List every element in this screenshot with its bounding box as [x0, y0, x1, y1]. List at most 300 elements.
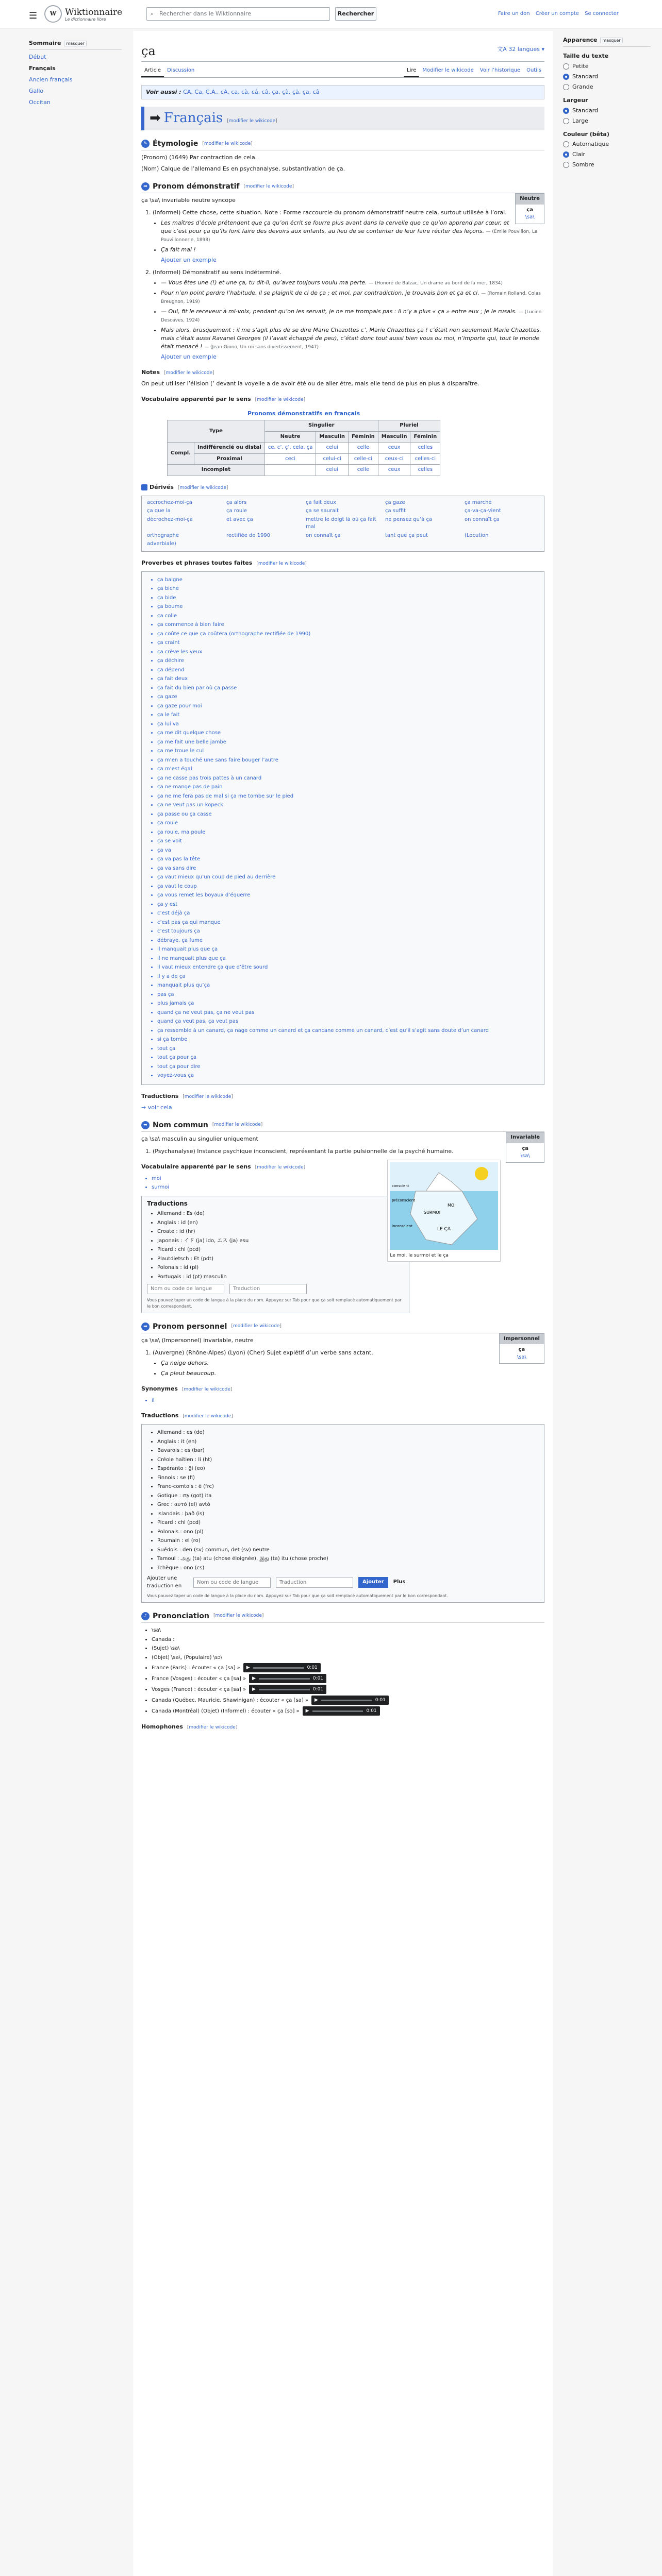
proverb-item[interactable]: • ça va sans dire	[157, 865, 539, 873]
edit-link[interactable]: modifier le wikicode	[184, 1414, 231, 1419]
proverb-item[interactable]: • ça fait du bien par où ça passe	[157, 685, 539, 692]
notes-heading: Notes [modifier le wikicode]	[141, 369, 214, 376]
add-translation-row	[147, 1284, 404, 1294]
example-item: • Ça neige dehors.	[161, 1359, 544, 1367]
personal-inflection-box	[499, 1333, 544, 1364]
proverb-item[interactable]: • ça roule, ma poule	[157, 829, 539, 837]
derive-item[interactable]: ça que la	[147, 508, 171, 514]
tab-tools[interactable]: Outils	[526, 67, 541, 73]
proverb-item[interactable]: • ça ne me fera pas de mal si ça me tombe sur le pied	[157, 793, 539, 801]
audio-progress[interactable]	[253, 1667, 304, 1669]
user-links	[498, 10, 623, 18]
proverb-item[interactable]: • ça va	[157, 847, 539, 855]
proverb-item[interactable]: • quand ça veut pas, ça veut pas	[157, 1018, 539, 1026]
text-size-standard[interactable]	[563, 73, 651, 81]
play-icon[interactable]: ▶	[252, 1675, 256, 1681]
proverb-item[interactable]: • il manquait plus que ça	[157, 946, 539, 954]
edit-link[interactable]: modifier le wikicode	[258, 561, 305, 566]
add-translation-label: Ajouter une traduction en	[147, 1575, 182, 1589]
donate-link[interactable]: Faire un don	[498, 11, 530, 16]
appearance-hide-button[interactable]: masquer	[600, 38, 622, 43]
definition-item	[153, 209, 544, 264]
audio-player[interactable]	[249, 1674, 326, 1683]
proverb-item[interactable]: • ça ressemble à un canard, ça nage comme un canard et ça cancane comme un canard, c’est qu’il s’agit sans doute d’un canard	[157, 1027, 539, 1035]
proverb-item[interactable]: • ça passe ou ça casse	[157, 811, 539, 819]
example-source: — (Émile Pouvillon, La Pouvillonnerie, 1898)	[161, 229, 538, 243]
proverb-item[interactable]: • ça dépend	[157, 667, 539, 674]
text-size-small[interactable]	[563, 62, 651, 71]
derive-item[interactable]: ça alors	[226, 499, 247, 505]
arrow-icon: ➡	[150, 110, 161, 126]
proverb-item[interactable]: • ça m’est égal	[157, 766, 539, 773]
example-source: — (Lucien Descaves, 1924)	[161, 310, 542, 324]
audio-progress[interactable]	[259, 1678, 310, 1680]
tab-article[interactable]: Article	[141, 65, 164, 78]
language-heading-french: ➡ Français [modifier le wikicode]	[141, 107, 544, 130]
create-account-link[interactable]: Créer un compte	[535, 11, 579, 16]
color-label: Couleur (bêta)	[563, 130, 609, 138]
pronunciation-item	[152, 1645, 544, 1653]
languages-button[interactable]: 文A 32 langues ▾	[497, 46, 544, 53]
edit-link[interactable]: modifier le wikicode	[228, 118, 276, 124]
proverb-item[interactable]: • ça me troue le cul	[157, 748, 539, 755]
proverb-item[interactable]: • ça vous remet les boyaux d’équerre	[157, 892, 539, 900]
pronoun-icon: ➡	[141, 1323, 150, 1331]
proverb-item[interactable]: • ça ne veut pas un kopeck	[157, 802, 539, 809]
example-item: • Ça pleut beaucoup.	[161, 1369, 544, 1378]
proverb-item[interactable]: • tout ça	[157, 1045, 539, 1053]
toc-hide-button[interactable]: masquer	[64, 41, 86, 46]
table-cell[interactable]: celui	[316, 443, 349, 454]
text-size-large[interactable]	[563, 83, 651, 91]
derives-icon	[141, 484, 147, 490]
proverb-item[interactable]: • ça commence à bien faire	[157, 621, 539, 629]
proverbs-list	[157, 577, 539, 1080]
pronunciation-item	[152, 1654, 544, 1662]
table-cell[interactable]: ce, c’, ç’, cela, ça	[264, 443, 316, 454]
translation-note: Vous pouvez taper un code de langue à la place du nom. Appuyez sur Tab pour que ça soit remplacé automatiquement par le bon correspondant.	[147, 1594, 448, 1599]
homophones-heading: Homophones [modifier le wikicode]	[141, 1723, 238, 1731]
inflection-box	[515, 193, 544, 224]
translation-input[interactable]: Traduction	[276, 1578, 353, 1588]
inflection-pronunciation[interactable]: \sa\	[517, 1354, 526, 1360]
audio-player[interactable]	[243, 1663, 321, 1672]
derive-item[interactable]: tant que ça peut	[385, 532, 428, 538]
translations-box-title: Traductions	[147, 1199, 188, 1207]
proverb-item[interactable]: • ça me dit quelque chose	[157, 730, 539, 737]
proverb-item[interactable]: • ça vaut mieux qu’un coup de pied au derrière	[157, 874, 539, 882]
proverb-item[interactable]: • tout ça pour dire	[157, 1063, 539, 1071]
page-tabs	[141, 65, 544, 78]
table-cell[interactable]: celle	[349, 443, 378, 454]
proverb-item[interactable]: • ça gaze pour moi	[157, 703, 539, 710]
table-header: Masculin	[316, 431, 349, 443]
edit-link[interactable]: modifier le wikicode	[245, 183, 292, 189]
width-large[interactable]	[563, 117, 651, 125]
audio-progress[interactable]	[312, 1710, 363, 1712]
language-code-input[interactable]: Nom ou code de langue	[193, 1578, 271, 1588]
derive-item[interactable]: ça-va-ça-vient	[465, 508, 501, 514]
proverb-item[interactable]: • il y a de ça	[157, 973, 539, 981]
translation-item: • Finnois : se (fi)	[157, 1475, 539, 1482]
noun-headword-line: ça \sa\ masculin au singulier uniquement	[141, 1136, 258, 1143]
translations-heading: Traductions [modifier le wikicode]	[141, 1092, 233, 1099]
notes-text: On peut utiliser l’élision (’ devant la voyelle a de avoir été ou de aller être, mais elle tend de plus en plus à disparaître.	[141, 380, 479, 387]
pronunciation-text: Canada (Québec, Mauricie, Shawinigan) : écouter « ça [sa] »	[152, 1698, 308, 1704]
search-input[interactable]	[146, 7, 330, 21]
proverb-item[interactable]: • manquait plus qu’ça	[157, 982, 539, 990]
section-title: Étymologie	[153, 139, 198, 148]
inflection-word: ça	[518, 1347, 525, 1353]
derives-heading: Dérivés [modifier le wikicode]	[141, 483, 544, 492]
synonyms-list	[152, 1397, 544, 1405]
see-also-label: Voir aussi :	[146, 89, 181, 96]
derive-item[interactable]: ne pensez qu’à ça	[385, 516, 433, 522]
audio-player[interactable]	[249, 1685, 326, 1694]
example-text: Ça fait mal !	[161, 246, 196, 253]
pronunciation-item	[152, 1636, 544, 1644]
table-header: Type	[168, 420, 265, 443]
play-icon[interactable]: ▶	[252, 1686, 256, 1692]
noun-icon: ➡	[141, 1121, 150, 1129]
color-dark[interactable]	[563, 161, 651, 169]
proverb-item[interactable]: • ça fait deux	[157, 675, 539, 683]
section-title: Pronom personnel	[153, 1322, 227, 1331]
radio-selected-icon	[563, 74, 569, 80]
translation-item: • Allemand : Es (de)	[157, 1210, 404, 1218]
more-options-button[interactable]: Plus	[393, 1579, 406, 1585]
example-item	[161, 279, 544, 287]
top-bar	[0, 0, 662, 29]
proverb-item[interactable]: • pas ça	[157, 991, 539, 999]
table-caption[interactable]: Pronoms démonstratifs en français	[247, 410, 360, 417]
proverb-item[interactable]: • ça se voit	[157, 838, 539, 845]
iceberg-label: MOI	[448, 1202, 456, 1208]
iceberg-caption: Le moi, le surmoi et le ça	[390, 1252, 449, 1258]
examples-list	[161, 219, 544, 254]
definition-text: (Informel) Démonstratif au sens indéterminé.	[153, 269, 282, 276]
table-row-group: Incomplet	[168, 465, 265, 476]
edit-link[interactable]: modifier le wikicode	[166, 370, 212, 376]
derive-item[interactable]: adverbiale)	[147, 541, 176, 547]
section-title: Prononciation	[153, 1612, 209, 1620]
table-row-group: Compl.	[168, 443, 194, 465]
pronunciation-text: \sa\	[152, 1628, 161, 1634]
translation-item: • Plautdietsch : Et (pdt)	[157, 1256, 404, 1263]
edit-link[interactable]: modifier le wikicode	[233, 1324, 280, 1329]
etymology-line: (Nom) Calque de l’allemand Es en psychanalyse, substantivation de ça.	[141, 165, 345, 173]
example-source: — (Romain Rolland, Colas Breugnon, 1919)	[161, 291, 541, 305]
demonstrative-table-wrap	[141, 408, 544, 476]
main-content	[133, 31, 553, 2576]
table-cell[interactable]: celles	[410, 465, 440, 476]
table-cell[interactable]: celui	[316, 465, 349, 476]
language-code-input[interactable]: Nom ou code de langue	[147, 1284, 224, 1294]
proverb-item[interactable]: • ça biche	[157, 585, 539, 593]
table-cell[interactable]: ceux	[378, 443, 410, 454]
example-text: — Vous êtes une (!) et une ça, tu dit-il, qu’avez toujours voulu ma perte.	[161, 279, 367, 286]
play-icon[interactable]: ▶	[305, 1708, 309, 1714]
add-example-link[interactable]: Ajouter un exemple	[161, 257, 217, 264]
radio-label: Clair	[572, 151, 586, 158]
pronunciation-item	[152, 1696, 544, 1705]
edit-link[interactable]: modifier le wikicode	[204, 141, 251, 146]
related-vocab-title: Vocabulaire apparenté par le sens	[141, 1163, 251, 1170]
pronunciation-item	[152, 1706, 544, 1716]
derive-item[interactable]: ça suffit	[385, 508, 406, 514]
translation-item: • Croate : id (hr)	[157, 1228, 404, 1236]
proverb-item[interactable]: • ça boume	[157, 603, 539, 611]
toc-item-gallo[interactable]: Gallo	[29, 87, 44, 94]
pronunciation-text: (Sujet) \sa\	[152, 1646, 180, 1652]
translations-list	[157, 1210, 404, 1281]
homophones-title: Homophones	[141, 1723, 183, 1731]
toc-item-occitan[interactable]: Occitan	[29, 98, 51, 106]
inflection-header: Impersonnel	[500, 1334, 544, 1345]
table-cell[interactable]: ceux-ci	[378, 453, 410, 465]
proverb-item[interactable]: • c’est pas ça qui manque	[157, 919, 539, 927]
add-translation-button[interactable]: Ajouter	[358, 1577, 388, 1588]
derive-item[interactable]: ça roule	[226, 508, 247, 514]
toc-title: Sommaire	[29, 40, 61, 46]
definition-item	[153, 268, 544, 361]
search-icon: ⌕	[151, 10, 154, 17]
proverb-item[interactable]: • ça colle	[157, 613, 539, 620]
play-icon[interactable]: ▶	[246, 1665, 250, 1670]
proverbs-box	[141, 571, 544, 1085]
iceberg-label: préconscient	[392, 1198, 416, 1202]
definition-item: 1. (Psychanalyse) Instance psychique inconscient, représentant la partie pulsionnelle de la psyché humaine.	[153, 1147, 544, 1156]
see-also-box	[141, 85, 544, 99]
speaker-icon: ♪	[141, 1612, 150, 1620]
wiktionary-logo[interactable]: W	[44, 5, 62, 23]
proverb-item[interactable]: • ça bide	[157, 595, 539, 602]
derive-item[interactable]: ça marche	[465, 499, 492, 505]
derive-item[interactable]: ça fait deux	[306, 499, 337, 505]
example-source: — (Honoré de Balzac, Un drame au bord de la mer, 1834)	[369, 281, 503, 286]
translation-item: • Tchèque : ono (cs)	[157, 1565, 539, 1572]
login-link[interactable]: Se connecter	[585, 11, 619, 16]
edit-link[interactable]: modifier le wikicode	[184, 1386, 230, 1392]
derive-item[interactable]: accrochez-moi-ça	[147, 499, 192, 505]
translation-item: • Espéranto : ĝi (eo)	[157, 1465, 539, 1473]
table-cell[interactable]: celle	[349, 465, 378, 476]
proverb-item[interactable]: • ça déchire	[157, 657, 539, 665]
proverb-item[interactable]: • ça coûte ce que ça coûtera (orthographe rectifiée de 1990)	[157, 631, 539, 638]
table-cell	[264, 465, 316, 476]
translation-item: • Portugais : id (pt) masculin	[157, 1274, 404, 1281]
width-standard[interactable]	[563, 107, 651, 115]
audio-player[interactable]	[311, 1696, 389, 1705]
see-also-links[interactable]: CA, Ca, C.A., cA, ca, cà, cá, câ, ça, çà, çã, ça, câ	[183, 89, 320, 96]
derive-item[interactable]: (Locution	[465, 532, 489, 538]
proverb-item[interactable]: • voyez-vous ça	[157, 1072, 539, 1080]
table-row-label: Indifférencié ou distal	[194, 443, 265, 454]
translation-item: • Japonais : イド (ja) ido, エス (ja) esu	[157, 1238, 404, 1245]
proverb-item[interactable]: • ça le fait	[157, 711, 539, 719]
table-of-contents	[29, 36, 122, 110]
table-header: Féminin	[349, 431, 378, 443]
table-header: Féminin	[410, 431, 440, 443]
proverb-item[interactable]: • quand ça ne veut pas, ça ne veut pas	[157, 1009, 539, 1017]
example-source: — (Jean Giono, Un roi sans divertissement, 1947)	[204, 345, 319, 350]
derive-item[interactable]: on connaît ça	[306, 532, 341, 538]
edit-link[interactable]: modifier le wikicode	[257, 1164, 304, 1170]
tab-read[interactable]: Lire	[404, 65, 419, 78]
pronunciation-text: (Objet) \sa\, (Populaire) \sɔ\	[152, 1654, 223, 1660]
proverb-item[interactable]: • ça craint	[157, 639, 539, 647]
translation-item: • Anglais : id (en)	[157, 1219, 404, 1227]
translation-item: • Allemand : es (de)	[157, 1429, 539, 1437]
appearance-header	[563, 36, 651, 47]
inflection-pronunciation[interactable]: \sa\	[525, 214, 535, 221]
etymology-icon: ✎	[141, 140, 150, 148]
audio-time: 0:01	[307, 1665, 318, 1670]
edit-link[interactable]: modifier le wikicode	[179, 485, 226, 490]
personal-translations-heading: Traductions [modifier le wikicode]	[141, 1412, 233, 1419]
toc-item-francais[interactable]: Français	[29, 64, 56, 72]
derive-item[interactable]: orthographe	[147, 532, 179, 538]
add-example-link[interactable]: Ajouter un exemple	[161, 353, 217, 361]
proverb-item[interactable]: • c’est toujours ça	[157, 928, 539, 936]
definition-item	[153, 1349, 544, 1378]
inflection-pronunciation[interactable]: \sa\	[520, 1153, 530, 1159]
proverb-item[interactable]: • c’est déjà ça	[157, 910, 539, 918]
derive-item[interactable]: ça gaze	[385, 499, 405, 505]
section-title: Pronom démonstratif	[153, 182, 240, 191]
translation-item: • Tamoul : அது (ta) atu (chose éloignée), இது (ta) itu (chose proche)	[157, 1555, 539, 1563]
play-icon[interactable]: ▶	[314, 1697, 318, 1703]
proverb-item[interactable]: • ça crève les yeux	[157, 649, 539, 656]
page-title-text: ça	[141, 44, 156, 58]
proverb-item[interactable]: • débraye, ça fume	[157, 937, 539, 945]
proverb-item[interactable]: • si ça tombe	[157, 1036, 539, 1044]
iceberg-image	[390, 1162, 498, 1250]
proverb-item[interactable]: • ça ne casse pas trois pattes à un canard	[157, 775, 539, 783]
radio-label: Large	[572, 117, 588, 124]
related-item[interactable]: • surmoi	[152, 1184, 544, 1192]
color-light[interactable]	[563, 150, 651, 159]
example-item	[161, 326, 544, 351]
translations-list	[157, 1429, 539, 1572]
radio-label: Standard	[572, 73, 599, 80]
edit-link[interactable]: modifier le wikicode	[215, 1613, 262, 1619]
proverb-item[interactable]: • ça gaze	[157, 693, 539, 701]
proverb-item[interactable]: • tout ça pour ça	[157, 1054, 539, 1062]
languages-count: 32 langues	[508, 46, 540, 53]
radio-label: Petite	[572, 62, 589, 70]
derives-box	[141, 496, 544, 552]
toc-item-debut[interactable]: Début	[29, 53, 46, 60]
translation-item: • Picard : chl (pcd)	[157, 1246, 404, 1254]
proverb-item[interactable]: • ça lui va	[157, 721, 539, 728]
translation-item: • Islandais : það (is)	[157, 1511, 539, 1518]
derive-item[interactable]: ça se saurait	[306, 508, 339, 514]
table-cell[interactable]: celles-ci	[410, 453, 440, 465]
noun-definitions	[153, 1147, 544, 1156]
audio-time: 0:01	[366, 1708, 377, 1714]
proverb-item[interactable]: • ça va pas la tête	[157, 856, 539, 863]
proverb-item[interactable]: • ça ne mange pas de pain	[157, 784, 539, 791]
proverb-item[interactable]: • ça vaut le coup	[157, 883, 539, 891]
proverb-item[interactable]: • il vaut mieux entendre ça que d’être sourd	[157, 964, 539, 972]
search-button[interactable]: Rechercher	[335, 7, 376, 21]
proverb-item[interactable]: • ça m’en a touché une sans faire bouger l’autre	[157, 757, 539, 765]
edit-link[interactable]: modifier le wikicode	[189, 1725, 236, 1731]
derive-item[interactable]: décrochez-moi-ça	[147, 516, 193, 522]
translation-note: Vous pouvez taper un code de langue à la place du nom. Appuyez sur Tab pour que ça soit remplacé automatiquement par le bon correspondant.	[147, 1298, 402, 1309]
edit-link[interactable]: modifier le wikicode	[214, 1122, 261, 1128]
related-vocab-heading: Vocabulaire apparenté par le sens [modifier le wikicode]	[141, 396, 306, 403]
translation-item: • Grec : αυτό (el) avtó	[157, 1501, 539, 1509]
site-name[interactable]: Wiktionnaire	[65, 7, 123, 18]
iceberg-label: LE ÇA	[437, 1226, 451, 1232]
edit-link[interactable]: modifier le wikicode	[257, 397, 304, 403]
tab-edit[interactable]: Modifier le wikicode	[422, 67, 474, 73]
example-text: Pour n’en point perdre l’habitude, il se plaignit de ci de ça ; et moi, par contradiction, je trouvais bon et ça et ci.	[161, 290, 479, 297]
menu-icon[interactable]: ☰	[29, 10, 38, 21]
audio-progress[interactable]	[259, 1689, 310, 1690]
table-header: Masculin	[378, 431, 410, 443]
related-item[interactable]: • moi	[152, 1175, 544, 1183]
derive-item[interactable]: mettre le doigt là où ça fait mal	[306, 516, 376, 530]
derive-item[interactable]: on connaît ça	[465, 516, 500, 522]
radio-icon	[563, 141, 569, 147]
proverb-item[interactable]: • ça y est	[157, 901, 539, 909]
toc-item-ancien-francais[interactable]: Ancien français	[29, 76, 73, 83]
tab-history[interactable]: Voir l’historique	[479, 67, 521, 73]
audio-progress[interactable]	[321, 1700, 372, 1701]
table-header: Pluriel	[378, 420, 440, 432]
example-item	[161, 308, 544, 324]
pronunciation-text: France (Paris) : écouter « ça [sa] »	[152, 1665, 240, 1671]
example-text: Les maîtres d’école prétendent que ça qu’on écrit se fourre plus avant dans la cervelle que ce qu’on apprend par cœur, et que c’est pour ça qu’ils font faire des devoirs aux enfants, au lieu de se contenter de leur faire réciter des leçons.	[161, 219, 509, 235]
color-auto[interactable]	[563, 140, 651, 148]
audio-player[interactable]	[303, 1706, 380, 1716]
proverb-item[interactable]: • il ne manquait plus que ça	[157, 955, 539, 963]
tab-discussion[interactable]: Discussion	[167, 67, 195, 73]
derive-item[interactable]: rectifiée de 1990	[226, 532, 271, 538]
synonym-item[interactable]: • il	[152, 1397, 544, 1405]
translation-item: • Polonais : ono (pl)	[157, 1529, 539, 1536]
proverbs-heading: Proverbes et phrases toutes faites [modifier le wikicode]	[141, 559, 307, 566]
site-tagline: Le dictionnaire libre	[65, 17, 106, 22]
proverb-item[interactable]: • plus jamais ça	[157, 1000, 539, 1008]
table-cell[interactable]: ceux	[378, 465, 410, 476]
proverb-item[interactable]: • ça baigne	[157, 577, 539, 584]
radio-icon	[563, 84, 569, 90]
proverb-item[interactable]: • ça roule	[157, 820, 539, 827]
table-cell[interactable]: celui-ci	[316, 453, 349, 465]
section-demonstrative-pronoun: ➡ Pronom démonstratif [modifier le wikicode]	[141, 181, 544, 193]
proverb-item[interactable]: • ça me fait une belle jambe	[157, 739, 539, 747]
table-header: Neutre	[264, 431, 316, 443]
section-personal-pronoun: ➡ Pronom personnel [modifier le wikicode]	[141, 1321, 544, 1333]
translation-item: • Bavarois : es (bar)	[157, 1447, 539, 1455]
derive-item[interactable]: et avec ça	[226, 516, 253, 522]
section-pronunciation: ♪ Prononciation [modifier le wikicode]	[141, 1611, 544, 1623]
table-cell[interactable]: ceci	[264, 453, 316, 465]
headword-line: ça \sa\ invariable neutre syncope	[141, 197, 236, 204]
edit-link[interactable]: modifier le wikicode	[184, 1094, 231, 1099]
translation-input[interactable]: Traduction	[229, 1284, 307, 1294]
translation-item: • Anglais : it (en)	[157, 1438, 539, 1446]
pronunciation-list	[152, 1627, 544, 1716]
iceberg-illustration[interactable]	[387, 1160, 501, 1262]
table-cell[interactable]: celles	[410, 443, 440, 454]
table-cell[interactable]: celle-ci	[349, 453, 378, 465]
translations-see-cela[interactable]: → voir cela	[141, 1104, 172, 1111]
